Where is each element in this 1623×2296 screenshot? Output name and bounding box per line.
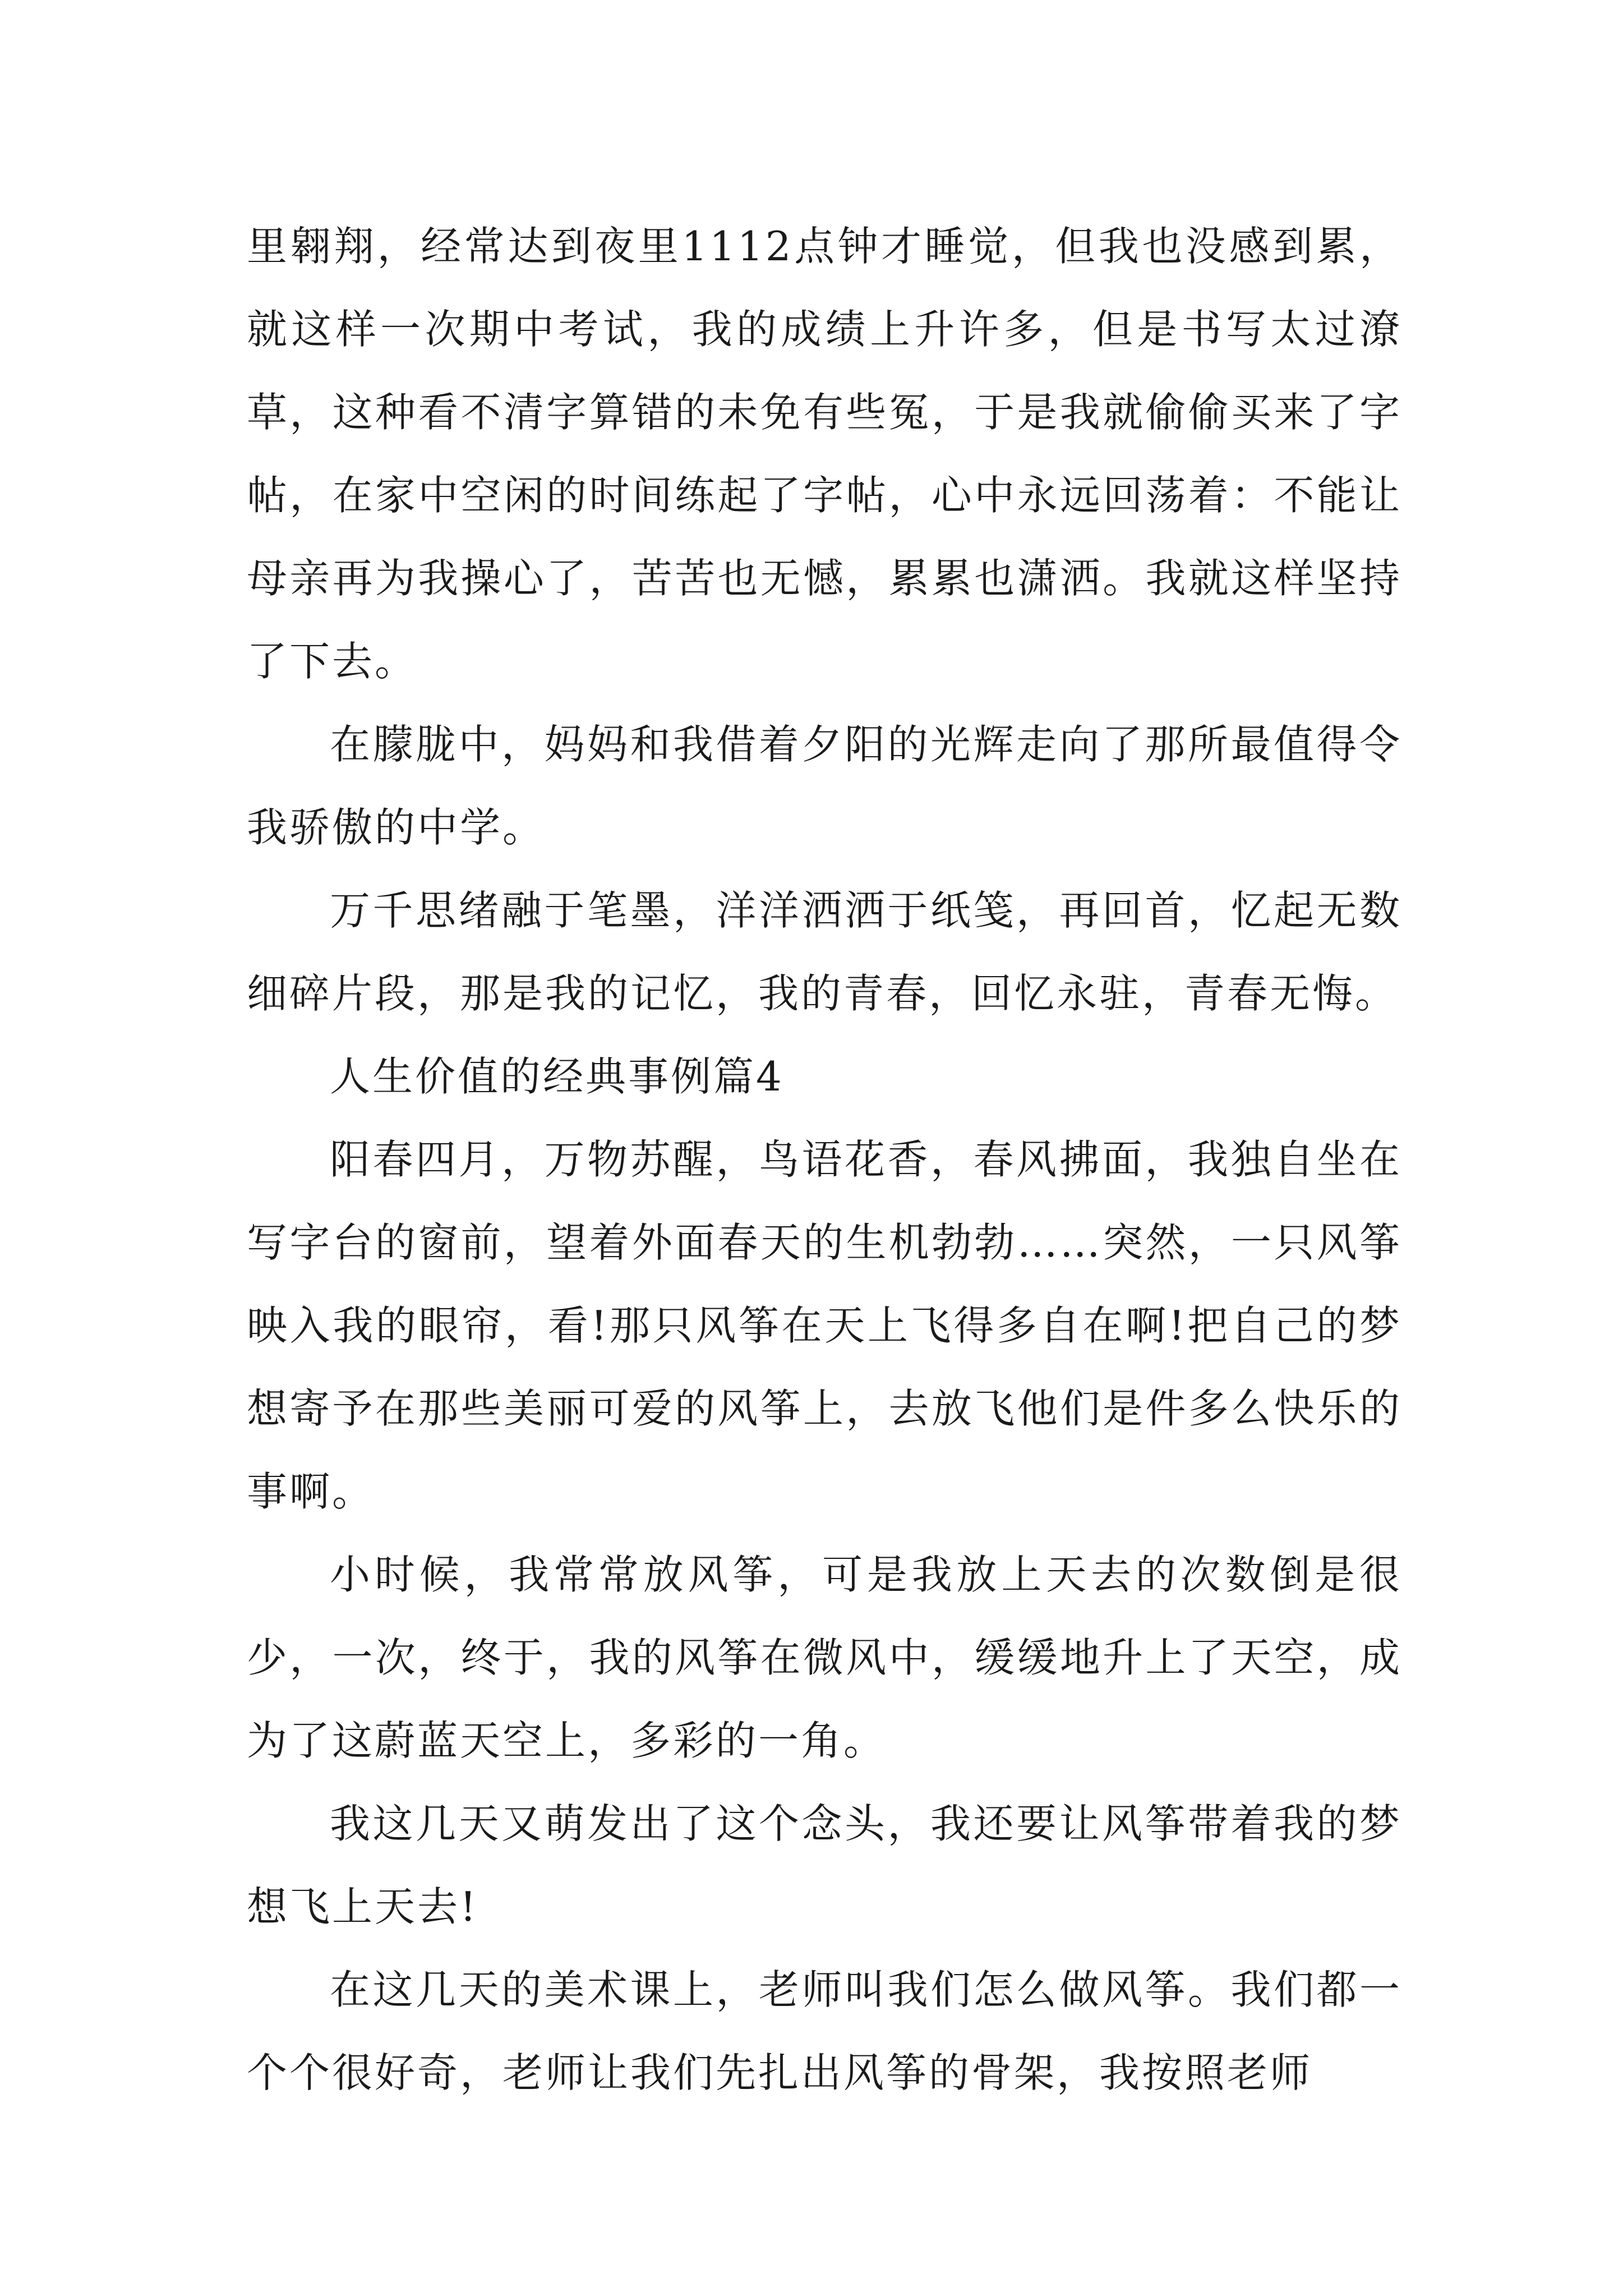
section-heading: 人生价值的经典事例篇4 [330, 1053, 784, 1100]
paragraph: 阳春四月，万物苏醒，鸟语花香，春风拂面，我独自坐在写字台的窗前，望着外面春天的生机勃勃……突然，一只风筝映入我的眼帘，看!那只风筝在天上飞得多自在啊!把自己的梦想寄予在那些美丽可爱的风筝上，去放飞他们是件多么快乐的事啊。 [247, 1136, 1402, 1515]
paragraph: 在这几天的美术课上，老师叫我们怎么做风筝。我们都一个个很好奇，老师让我们先扎出风筝的骨架，我按照老师 [247, 1966, 1402, 2096]
document-body [247, 205, 1402, 2114]
paragraph: 在朦胧中，妈妈和我借着夕阳的光辉走向了那所最值得令我骄傲的中学。 [247, 721, 1402, 851]
paragraph-continuation: 里翱翔，经常达到夜里1112点钟才睡觉，但我也没感到累，就这样一次期中考试，我的成绩上升许多，但是书写太过潦草，这种看不清字算错的未免有些冤，于是我就偷偷买来了字帖，在家中空闲的时间练起了字帖，心中永远回荡着：不能让母亲再为我操心了，苦苦也无憾，累累也潇洒。我就这样坚持了下去。 [247, 223, 1402, 685]
paragraph: 万千思绪融于笔墨，洋洋洒洒于纸笺，再回首，忆起无数细碎片段，那是我的记忆，我的青春，回忆永驻，青春无悔。 [247, 887, 1402, 1017]
paragraph: 我这几天又萌发出了这个念头，我还要让风筝带着我的梦想飞上天去! [247, 1800, 1402, 1930]
paragraph: 小时候，我常常放风筝，可是我放上天去的次数倒是很少，一次，终于，我的风筝在微风中，缓缓地升上了天空，成为了这蔚蓝天空上，多彩的一角。 [247, 1551, 1402, 1764]
